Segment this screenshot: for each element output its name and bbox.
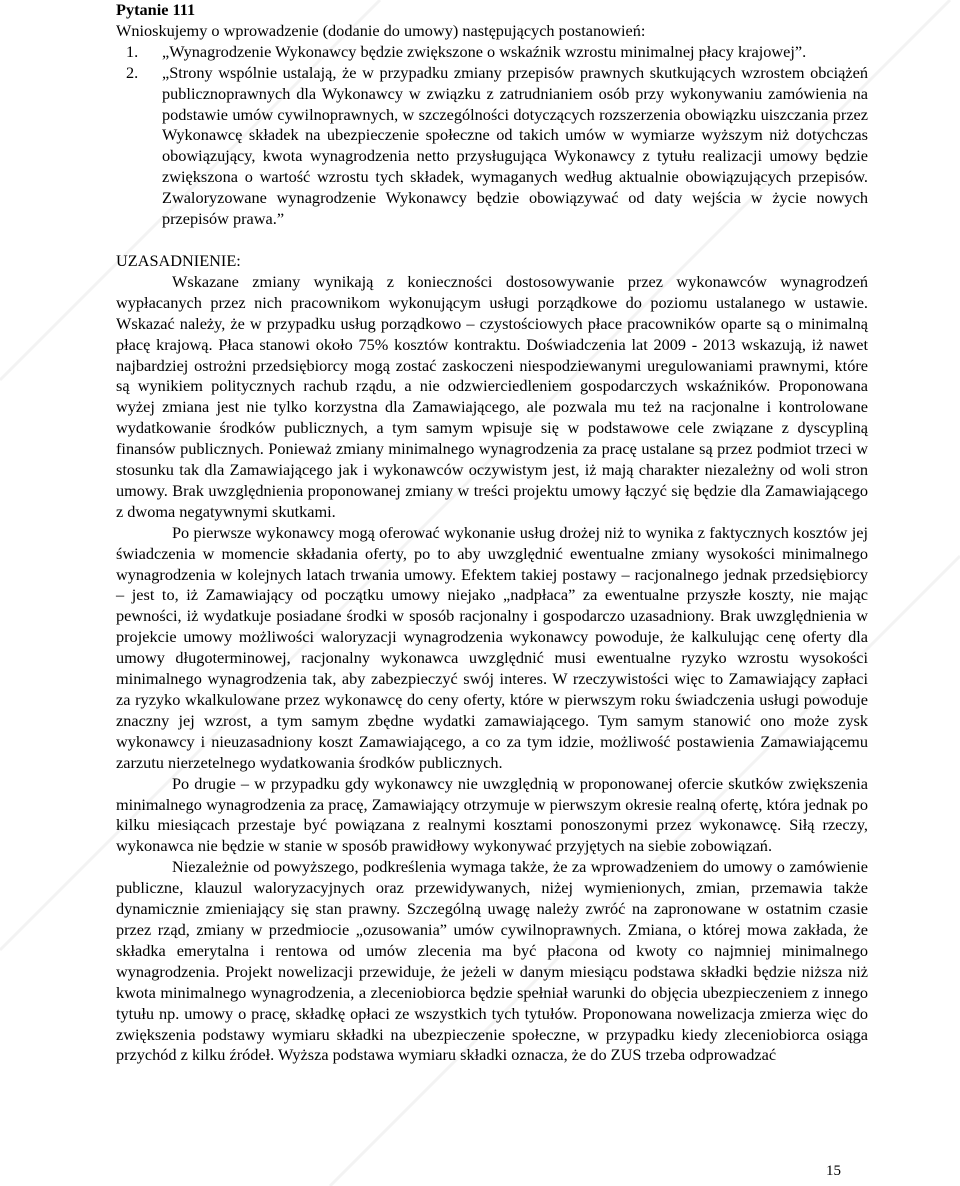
intro-text: Wnioskujemy o wprowadzenie (dodanie do umowy) następujących postanowień:: [116, 20, 646, 40]
document-page: [116, 0, 868, 1066]
list-text: „Strony wspólnie ustalają, że w przypadku zmiany przepisów prawnych skutkujących wzrostem obciążeń publicznoprawnych dla Wykonawcy w związku z zatrudnianiem osób przy wykonywaniu zamówienia na podstawie umów cywilnoprawnych, w szczególności dotyczących rozszerzenia obowiązku uiszczania przez Wykonawcę składek na ubezpieczenie społeczne od takich umów w wymiarze wyższym niż dotychczas obowiązujący, kwota wynagrodzenia netto przysługująca Wykonawcy z tytułu realizacji umowy będzie zwiększona o wartość wzrostu tych składek, wymaganych według aktualnie obowiązujących przepisów. Zwaloryzowane wynagrodzenie Wykonawcy będzie obowiązywać od daty wejścia w życie nowych przepisów prawa.”: [162, 62, 868, 229]
list-item: [116, 42, 868, 63]
list-item: [116, 63, 868, 230]
list-number: 1.: [126, 41, 139, 61]
list-number: 2.: [126, 62, 139, 82]
justification-label: UZASADNIENIE:: [116, 250, 241, 270]
paragraph: Po drugie – w przypadku gdy wykonawcy nie uwzględnią w proponowanej ofercie skutków zwiększenia minimalnego wynagrodzenia za pracę, Zamawiający otrzymuje w pierwszym okresie realną ofertę, która jednak po kilku miesiącach przestaje być powiązana z realnymi kosztami ponoszonymi przez wykonawcę. Siłą rzeczy, wykonawca nie będzie w stanie w sposób prawidłowy wykonywać przyjętych na siebie zobowiązań.: [116, 773, 868, 856]
page-number: 15: [826, 1163, 841, 1179]
paragraph: Niezależnie od powyższego, podkreślenia wymaga także, że za wprowadzeniem do umowy o zamówienie publiczne, klauzul waloryzacyjnych oraz przewidywanych, niżej wymienionych, zmian, przemawia także dynamicznie zmieniający się stan prawny. Szczególną uwagę należy zwróć na zapronowane w ostatnim czasie przez rząd, zmiany w przedmiocie „ozusowania” umów cywilnoprawnych. Zmiana, o której mowa zakłada, że składka emerytalna i rentowa od umów zlecenia ma być płacona od kwoty co najmniej minimalnego wynagrodzenia. Projekt nowelizacji przewiduje, że jeżeli w danym miesiącu podstawa składki będzie niższa niż kwota minimalnego wynagrodzenia, a zleceniobiorca będzie spełniał warunki do objęcia ubezpieczeniem z innego tytułu np. umowy o pracę, składkę opłaci ze wszystkich tych tytułów. Proponowana nowelizacja zmierza więc do zwiększenia podstawy wymiaru składki na ubezpieczenie społeczne, w przypadku kiedy zleceniobiorca osiąga przychód z kilku źródeł. Wyższa podstawa wymiaru składki oznacza, że do ZUS trzeba odprowadzać: [116, 857, 868, 1065]
paragraph: Wskazane zmiany wynikają z konieczności dostosowywanie przez wykonawców wynagrodzeń wypłacanych przez nich pracownikom wykonującym usługi porządkowe do poziomu ustalanego w ustawie. Wskazać należy, że w przypadku usług porządkowo – czystościowych płace pracowników oparte są o minimalną płacę krajową. Płaca stanowi około 75% kosztów kontraktu. Doświadczenia lat 2009 - 2013 wskazują, iż nawet najbardziej ostrożni przedsiębiorcy mogą zostać zaskoczeni niespodziewanymi uregulowaniami prawnymi, które są wynikiem politycznych rachub rządu, a nie odzwierciedleniem gospodarczych wskaźników. Proponowana wyżej zmiana jest nie tylko korzystna dla Zamawiającego, ale pozwala mu też na racjonalne i kontrolowane wydatkowanie środków publicznych, a tym samym wpisuje się w podstawowe cele związane z dyscypliną finansów publicznych. Ponieważ zmiany minimalnego wynagrodzenia za pracę ustalane są przez podmiot trzeci w stosunku tak dla Zamawiającego jak i wykonawców oczywistym jest, iż mają charakter niezależny od woli stron umowy. Brak uwzględnienia proponowanej zmiany w treści projektu umowy łączyć się będzie dla Zamawiającego z dwoma negatywnymi skutkami.: [116, 271, 868, 521]
proposal-list: [116, 42, 868, 230]
paragraph: Po pierwsze wykonawcy mogą oferować wykonanie usług drożej niż to wynika z faktycznych kosztów jej świadczenia w momencie składania oferty, po to aby uwzględnić ewentualne zmiany wysokości minimalnego wynagrodzenia w kolejnych latach trwania umowy. Efektem takiej postawy – racjonalnego jednak przedsiębiorcy – jest to, iż Zamawiający od początku umowy niejako „nadpłaca” za ewentualne przyszłe koszty, nie mając pewności, iż wydatkuje posiadane środki w sposób racjonalny i gospodarczo uzasadniony. Brak uwzględnienia w projekcie umowy możliwości waloryzacji wynagrodzenia wykonawcy powoduje, że kalkulując cenę oferty dla umowy długoterminowej, racjonalny wykonawca uwzględnić musi ewentualne ryzyko wzrostu wysokości minimalnego wynagrodzenia tak, aby zabezpieczyć swój interes. W rzeczywistości więc to Zamawiający zapłaci za ryzyko wkalkulowane przez wykonawcę do ceny oferty, które w pierwszym roku świadczenia usługi powoduje znaczny jej wzrost, a tym samym zbędne wydatki zamawiającego. Tym samym stanowić ono może zysk wykonawcy i nieuzasadniony koszt Zamawiającego, a co za tym idzie, możliwość postawienia Zamawiającemu zarzutu nierzetelnego wydatkowania środków publicznych.: [116, 522, 868, 772]
list-text: „Wynagrodzenie Wykonawcy będzie zwiększone o wskaźnik wzrostu minimalnej płacy krajowej”.: [162, 41, 807, 61]
question-heading: Pytanie 111: [116, 0, 196, 19]
